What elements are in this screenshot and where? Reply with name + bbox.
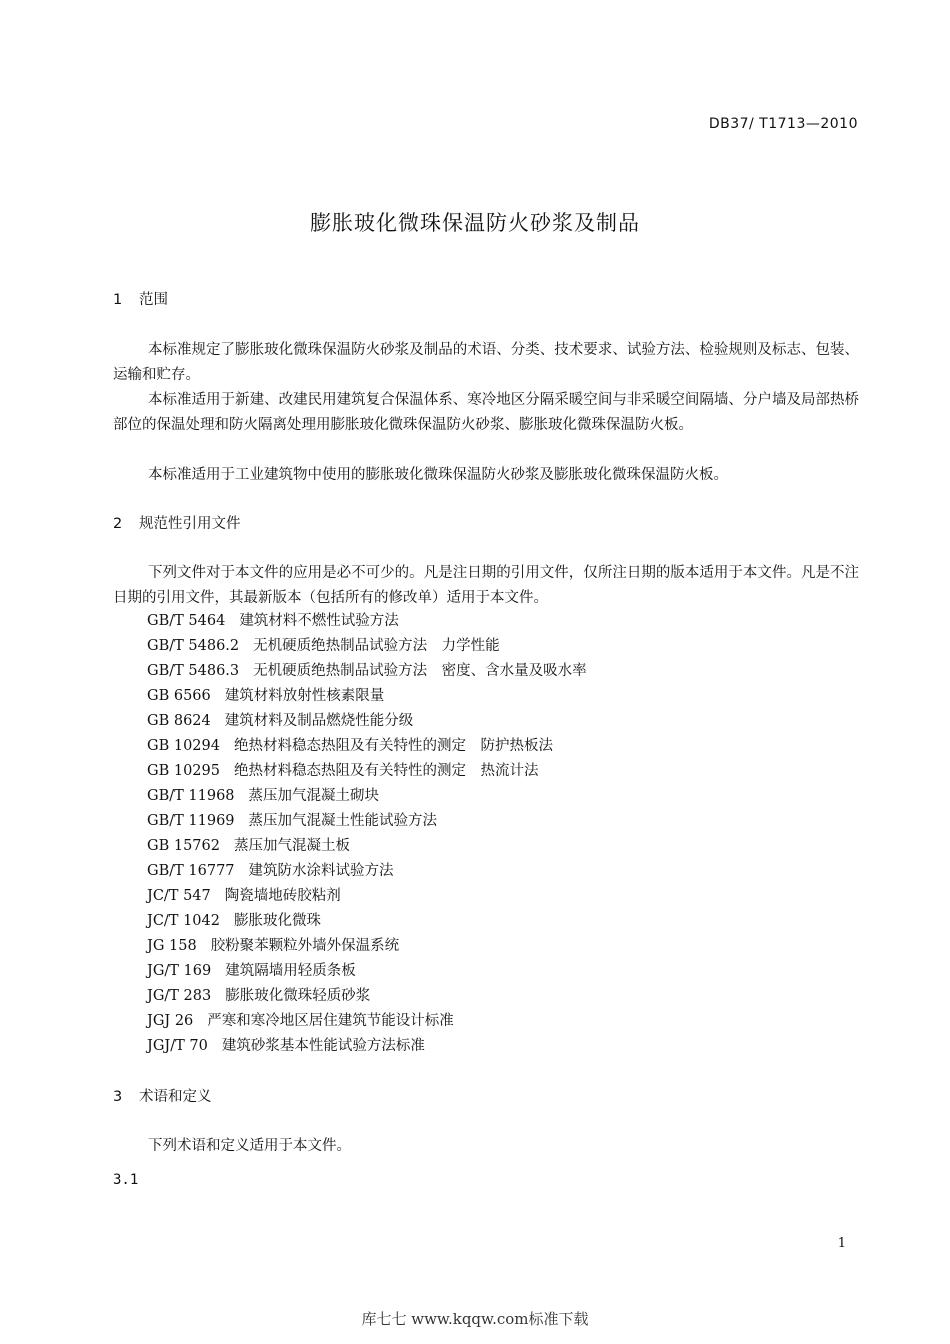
reference-code: JG/T 169 <box>147 963 212 979</box>
reference-item <box>147 909 587 934</box>
reference-code: GB/T 16777 <box>147 863 235 879</box>
reference-code: JGJ 26 <box>147 1013 194 1029</box>
reference-title: 建筑材料及制品燃烧性能分级 <box>224 713 414 729</box>
reference-list <box>147 609 587 1059</box>
reference-code: GB/T 5486.3 <box>147 663 240 679</box>
reference-title: 蒸压加气混凝土板 <box>233 838 350 854</box>
reference-title: 建筑材料不燃性试验方法 <box>239 613 399 629</box>
reference-code: GB/T 5464 <box>147 613 226 629</box>
reference-code: JC/T 547 <box>147 888 211 904</box>
reference-item <box>147 959 587 984</box>
reference-item <box>147 859 587 884</box>
page-number: 1 <box>837 1236 846 1251</box>
section-heading-terms <box>113 1085 212 1106</box>
reference-title: 绝热材料稳态热阻及有关特性的测定 防护热板法 <box>233 738 553 754</box>
section-heading-references <box>113 512 241 533</box>
reference-title: 膨胀玻化微珠轻质砂浆 <box>225 988 371 1004</box>
reference-title: 无机硬质绝热制品试验方法 密度、含水量及吸水率 <box>253 663 587 679</box>
reference-code: JG 158 <box>147 938 197 954</box>
reference-title: 胶粉聚苯颗粒外墙外保温系统 <box>210 938 400 954</box>
reference-item <box>147 734 587 759</box>
reference-item <box>147 609 587 634</box>
reference-title: 陶瓷墙地砖胶粘剂 <box>224 888 341 904</box>
reference-item <box>147 1009 587 1034</box>
document-title: 膨胀玻化微珠保温防火砂浆及制品 <box>310 211 640 235</box>
reference-title: 绝热材料稳态热阻及有关特性的测定 热流计法 <box>233 763 539 779</box>
terms-intro: 下列术语和定义适用于本文件。 <box>148 1138 351 1154</box>
reference-title: 建筑防水涂料试验方法 <box>248 863 394 879</box>
reference-code: GB/T 11968 <box>147 788 235 804</box>
section-heading-scope <box>113 288 168 309</box>
clause-number: 3.1 <box>113 1172 139 1188</box>
reference-title: 蒸压加气混凝土性能试验方法 <box>248 813 438 829</box>
reference-code: GB/T 5486.2 <box>147 638 240 654</box>
reference-title: 膨胀玻化微珠 <box>233 913 321 929</box>
reference-item <box>147 709 587 734</box>
scope-paragraph-2: 本标准适用于新建、改建民用建筑复合保温体系、寒冷地区分隔采暖空间与非采暖空间隔墙、分户墙及局部热桥部位的保温处理和防火隔离处理用膨胀玻化微珠保温防火砂浆、膨胀玻化微珠保温防火板。 <box>113 392 859 433</box>
reference-code: GB/T 11969 <box>147 813 235 829</box>
section-title: 术语和定义 <box>139 1089 212 1105</box>
reference-item <box>147 809 587 834</box>
reference-title: 建筑隔墙用轻质条板 <box>225 963 356 979</box>
reference-item <box>147 984 587 1009</box>
document-number: DB37/ T1713—2010 <box>708 116 858 132</box>
scope-paragraph-1: 本标准规定了膨胀玻化微珠保温防火砂浆及制品的术语、分类、技术要求、试验方法、检验规则及标志、包装、运输和贮存。 <box>113 342 859 383</box>
section-title: 规范性引用文件 <box>139 516 241 532</box>
reference-item <box>147 784 587 809</box>
reference-title: 蒸压加气混凝土砌块 <box>248 788 380 804</box>
reference-title: 严寒和寒冷地区居住建筑节能设计标准 <box>207 1013 454 1029</box>
section-number: 3 <box>113 1089 123 1105</box>
reference-item <box>147 834 587 859</box>
reference-item <box>147 634 587 659</box>
section-number: 2 <box>113 516 123 532</box>
reference-code: GB 10294 <box>147 738 220 754</box>
reference-title: 建筑材料放射性核素限量 <box>224 688 385 704</box>
footer-watermark: 库七七 www.kqqw.com标准下载 <box>361 1310 589 1328</box>
reference-code: GB 6566 <box>147 688 211 704</box>
reference-code: JG/T 283 <box>147 988 212 1004</box>
scope-paragraph-3: 本标准适用于工业建筑物中使用的膨胀玻化微珠保温防火砂浆及膨胀玻化微珠保温防火板。 <box>148 467 728 483</box>
section-number: 1 <box>113 292 123 308</box>
reference-code: GB 8624 <box>147 713 211 729</box>
reference-item <box>147 659 587 684</box>
reference-item <box>147 1034 587 1059</box>
section-title: 范围 <box>139 292 168 308</box>
reference-item <box>147 684 587 709</box>
reference-code: GB 10295 <box>147 763 220 779</box>
reference-item <box>147 759 587 784</box>
references-intro: 下列文件对于本文件的应用是必不可少的。凡是注日期的引用文件，仅所注日期的版本适用于本文件。凡是不注日期的引用文件，其最新版本（包括所有的修改单）适用于本文件。 <box>113 565 859 606</box>
reference-title: 无机硬质绝热制品试验方法 力学性能 <box>253 638 500 654</box>
reference-item <box>147 934 587 959</box>
reference-code: JC/T 1042 <box>147 913 220 929</box>
reference-item <box>147 884 587 909</box>
reference-code: GB 15762 <box>147 838 220 854</box>
reference-code: JGJ/T 70 <box>147 1038 208 1054</box>
reference-title: 建筑砂浆基本性能试验方法标准 <box>221 1038 425 1054</box>
